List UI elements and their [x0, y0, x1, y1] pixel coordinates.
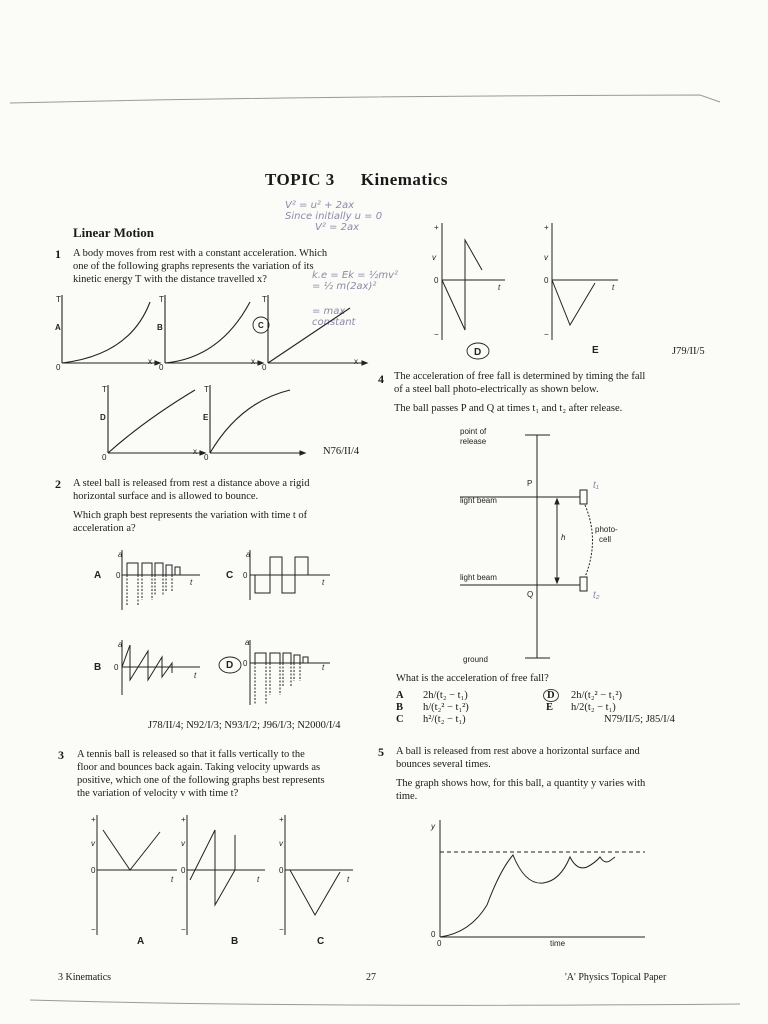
- axis-label-x: x: [148, 357, 152, 366]
- answer-letter-d: D: [543, 689, 559, 702]
- hand-line-7: constant: [312, 317, 356, 328]
- q5-graph: [425, 815, 655, 950]
- release-label: release: [460, 437, 487, 446]
- origin-label: 0: [262, 363, 267, 372]
- q2-line: acceleration a?: [73, 523, 136, 534]
- q2-line: horizontal surface and is allowed to bounce.: [73, 491, 259, 502]
- svg-text:0: 0: [91, 866, 96, 875]
- q3-line: positive, which one of the following graphs best represents: [77, 775, 325, 786]
- q3-label-a: A: [137, 936, 145, 947]
- page-number: 27: [366, 972, 376, 983]
- q2-text: [73, 477, 373, 535]
- option-label-b: B: [94, 662, 102, 673]
- q5-text: [396, 745, 696, 803]
- answer-expr-b: h/(t₂² − t₁²): [423, 702, 469, 713]
- svg-text:v: v: [181, 839, 185, 848]
- q5-line: time.: [396, 791, 418, 802]
- svg-text:0: 0: [279, 866, 284, 875]
- svg-text:t: t: [612, 283, 615, 292]
- svg-text:−: −: [91, 925, 96, 934]
- q1-graphs: [50, 290, 380, 465]
- q5-origin: 0: [431, 930, 436, 939]
- svg-text:t: t: [190, 578, 193, 587]
- svg-text:+: +: [279, 815, 284, 824]
- q1-line: kinetic energy T with the distance travelled x?: [73, 274, 267, 285]
- q1-text: [73, 247, 373, 286]
- point-p-label: P: [527, 479, 533, 488]
- q3-line: floor and bounces back again. Taking velocity upwards as: [77, 762, 321, 773]
- hand-line-5: = ½ m(2ax)²: [312, 281, 377, 292]
- height-label: h: [561, 533, 566, 542]
- point-q-label: Q: [527, 590, 534, 599]
- axis-label-x: x: [193, 447, 197, 456]
- q4-question: What is the acceleration of free fall?: [396, 673, 549, 684]
- q5-x-label: time: [550, 939, 566, 948]
- svg-text:+: +: [544, 223, 549, 232]
- page-title: [265, 170, 448, 190]
- option-label-d: D: [226, 660, 234, 671]
- svg-text:v: v: [91, 839, 95, 848]
- option-label-a: A: [94, 570, 102, 581]
- photocell-label: photo-: [595, 525, 618, 534]
- origin-label: 0: [56, 363, 61, 372]
- svg-text:0: 0: [243, 659, 248, 668]
- hand-line-3: V² = 2ax: [315, 222, 359, 233]
- q2-line: Which graph best represents the variation with time t of: [73, 510, 308, 521]
- photocell-label: cell: [599, 535, 612, 544]
- q4-line: The acceleration of free fall is determined by timing the fall: [394, 371, 646, 382]
- q3-number: 3: [58, 748, 64, 762]
- q3-reference: J79/II/5: [672, 346, 705, 357]
- origin-label: 0: [159, 363, 164, 372]
- footer-left: 3 Kinematics: [58, 972, 112, 983]
- answer-expr-d: 2h/(t₂² − t₁²): [571, 690, 623, 701]
- svg-text:v: v: [279, 839, 283, 848]
- q5-number: 5: [378, 745, 384, 759]
- hand-line-6: = max: [312, 306, 346, 317]
- handwritten-note: [285, 200, 382, 233]
- q5-line: A ball is released from rest above a horizontal surface and: [396, 746, 640, 757]
- answer-letter-e: E: [546, 702, 554, 713]
- q3-label-d: D: [474, 347, 482, 358]
- axis-label-T: T: [56, 295, 61, 304]
- footer-right: 'A' Physics Topical Paper: [565, 972, 667, 983]
- q1-line: one of the following graphs represents the variation of its: [73, 261, 314, 272]
- q1-reference: N76/II/4: [323, 446, 360, 457]
- hand-t2: t₂: [593, 590, 600, 601]
- answer-expr-c: h²/(t₂ − t₁): [423, 714, 466, 725]
- q2-number: 2: [55, 477, 61, 491]
- svg-text:a: a: [118, 550, 123, 559]
- graph-label-a: A: [55, 323, 61, 332]
- q1-line: A body moves from rest with a constant acceleration. Which: [73, 248, 328, 259]
- axis-label-T: T: [159, 295, 164, 304]
- topic-subject: Kinematics: [360, 170, 448, 189]
- svg-text:t: t: [257, 875, 260, 884]
- q4-line: of a steel ball photo-electrically as shown below.: [394, 384, 599, 395]
- svg-text:+: +: [181, 815, 186, 824]
- q4-reference: N79/II/5; J85/I/4: [604, 714, 675, 725]
- graph-label-e: E: [203, 413, 209, 422]
- q3-graphs-abc: [85, 810, 365, 950]
- svg-text:+: +: [91, 815, 96, 824]
- answer-letter-b: B: [396, 702, 404, 713]
- axis-label-T: T: [262, 295, 267, 304]
- q3-label-b: B: [231, 936, 239, 947]
- q2-graphs: [90, 545, 350, 715]
- q3-text: [77, 748, 367, 800]
- q3-label-c: C: [317, 936, 325, 947]
- hand-t1: t₁: [593, 480, 599, 491]
- q3-graphs-de: [420, 215, 620, 360]
- origin-label: 0: [204, 453, 209, 462]
- q4-text: [394, 370, 694, 415]
- hand-line-1: V² = u² + 2ax: [285, 200, 355, 211]
- svg-text:a: a: [118, 640, 123, 649]
- svg-text:t: t: [347, 875, 350, 884]
- axis-label-x: x: [354, 357, 358, 366]
- svg-text:−: −: [544, 330, 549, 339]
- q5-line: bounces several times.: [396, 759, 491, 770]
- svg-text:a: a: [245, 638, 250, 647]
- svg-text:0: 0: [114, 663, 119, 672]
- q4-number: 4: [378, 372, 384, 386]
- q4-line: The ball passes P and Q at times t₁ and t₂ after release.: [394, 403, 623, 414]
- q4-answers: [396, 690, 726, 726]
- ground-label: ground: [463, 655, 488, 664]
- topic-number: TOPIC 3: [265, 170, 335, 189]
- section-title: Linear Motion: [73, 225, 155, 240]
- svg-text:0: 0: [434, 276, 439, 285]
- q5-line: The graph shows how, for this ball, a quantity y varies with: [396, 778, 646, 789]
- q1-number: 1: [55, 247, 61, 261]
- svg-text:−: −: [279, 925, 284, 934]
- q3-line: the variation of velocity v with time t?: [77, 788, 239, 799]
- axis-label-T: T: [204, 385, 209, 394]
- release-label: point of: [460, 427, 487, 436]
- hand-line-2: Since initially u = 0: [285, 211, 383, 222]
- svg-text:t: t: [498, 283, 501, 292]
- q5-y-label: y: [431, 822, 435, 831]
- svg-text:v: v: [544, 253, 548, 262]
- svg-text:t: t: [322, 663, 325, 672]
- q4-diagram: [455, 420, 625, 670]
- graph-label-b: B: [157, 323, 163, 332]
- svg-text:+: +: [434, 223, 439, 232]
- q3-label-e: E: [592, 345, 599, 356]
- answer-letter-a: A: [396, 690, 404, 701]
- svg-text:0: 0: [116, 571, 121, 580]
- axis-label-T: T: [102, 385, 107, 394]
- answer-expr-a: 2h/(t₂ − t₁): [423, 690, 468, 701]
- svg-text:0: 0: [544, 276, 549, 285]
- graph-label-c: C: [258, 321, 264, 330]
- svg-text:t: t: [322, 578, 325, 587]
- hand-line-4: k.e = Ek = ½mv²: [312, 270, 399, 281]
- answer-expr-e: h/2(t₂ − t₁): [571, 702, 616, 713]
- axis-label-x: x: [251, 357, 255, 366]
- svg-text:−: −: [434, 330, 439, 339]
- svg-text:a: a: [246, 550, 251, 559]
- beam-label-2: light beam: [460, 573, 497, 582]
- q2-reference: J78/II/4; N92/I/3; N93/I/2; J96/I/3; N2000/I/4: [148, 720, 341, 731]
- svg-text:0: 0: [243, 571, 248, 580]
- svg-text:−: −: [181, 925, 186, 934]
- answer-letter-c: C: [396, 714, 404, 725]
- q5-origin: 0: [437, 939, 442, 948]
- svg-text:t: t: [171, 875, 174, 884]
- svg-text:t: t: [194, 671, 197, 680]
- q3-line: A tennis ball is released so that it falls vertically to the: [77, 749, 305, 760]
- origin-label: 0: [102, 453, 107, 462]
- option-label-c: C: [226, 570, 234, 581]
- q2-line: A steel ball is released from rest a distance above a rigid: [73, 478, 310, 489]
- graph-label-d: D: [100, 413, 106, 422]
- beam-label-1: light beam: [460, 496, 497, 505]
- svg-text:v: v: [432, 253, 436, 262]
- svg-text:0: 0: [181, 866, 186, 875]
